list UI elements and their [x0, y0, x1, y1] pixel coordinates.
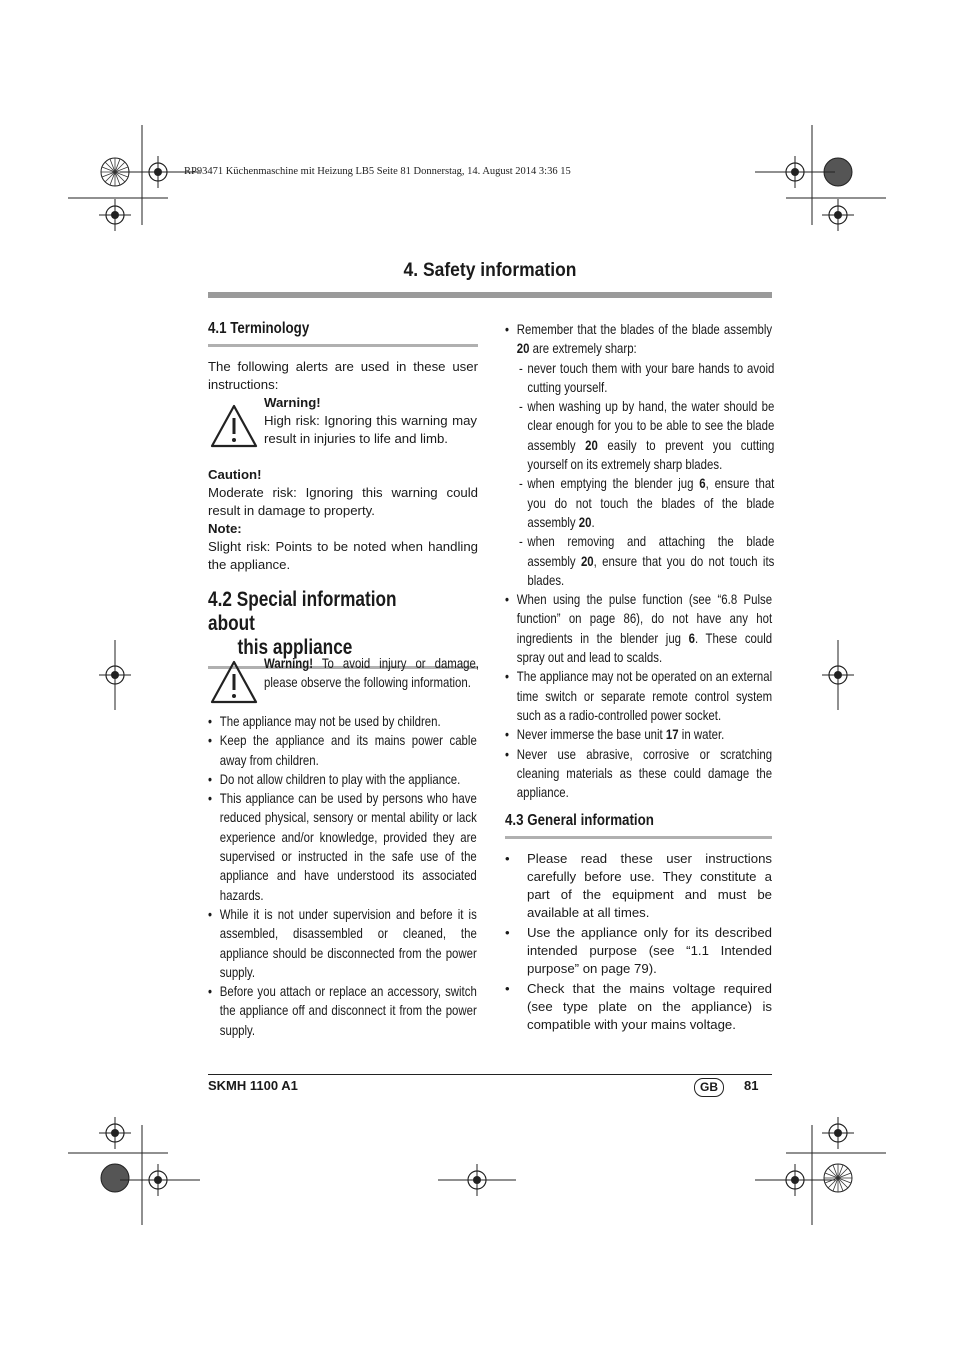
sub-list-item: - when removing and attaching the blade assembly 20, ensure that you do not touch its blades.: [519, 532, 774, 590]
list-item: • Do not allow children to play with the appliance.: [208, 770, 477, 789]
list-item: • Never use abrasive, corrosive or scratching cleaning materials as these could damage the appliance.: [505, 745, 772, 803]
caution-description: Moderate risk: Ignoring this warning could result in damage to property.: [208, 485, 478, 518]
list-item: • Keep the appliance and its mains power cable away from children.: [208, 731, 477, 770]
list-item: • This appliance can be used by persons who have reduced physical, sensory or mental ability or lack experience and/or knowledge, provided they are supervised or instructed in the safe use of the appliance and have understood its associated hazards.: [208, 789, 477, 905]
heading-4-3: 4.3 General information: [505, 812, 654, 829]
warning-triangle-icon: [210, 404, 258, 448]
title-rule: [208, 292, 772, 298]
warning-label: Warning!: [264, 395, 321, 410]
caution-label: Caution!: [208, 467, 262, 482]
list-item: • The appliance may not be operated on an external time switch or separate remote control system such as a radio-controlled power socket.: [505, 667, 772, 725]
list-item: • Before you attach or replace an accessory, switch the appliance off and disconnect it from the power supply.: [208, 982, 477, 1040]
sub-list-item: - when washing up by hand, the water should be clear enough for you to be able to see the blade assembly 20 easily to prevent you cutting yourself on its extremely sharp blades.: [519, 397, 774, 474]
heading-4-3-rule: [505, 836, 772, 839]
heading-4-2-line1: 4.2 Special information about: [208, 588, 397, 635]
list-item: • When using the pulse function (see “6.8 Pulse function” on page 86), do not have any hot ingredients in the blender jug 6. These could spray out and lead to scalds.: [505, 590, 772, 667]
print-slug-line: RP93471 Küchenmaschine mit Heizung LB5 Seite 81 Donnerstag, 14. August 2014 3:36 15: [184, 166, 571, 177]
list-item: • Use the appliance only for its described intended purpose (see “1.1 Intended purpose” on page 79).: [505, 924, 772, 978]
terminology-intro: The following alerts are used in these user instructions:: [208, 359, 478, 392]
special-info-list: [208, 712, 528, 1040]
right-column-list: [505, 320, 823, 802]
list-item: • Check that the mains voltage required (see type plate on the appliance) is compatible with your mains voltage.: [505, 980, 772, 1034]
warning-description: High risk: Ignoring this warning may result in injuries to life and limb.: [264, 413, 477, 446]
note-description: Slight risk: Points to be noted when handling the appliance.: [208, 539, 478, 572]
list-item: • While it is not under supervision and before it is assembled, disassembled or cleaned, the appliance should be disconnected from the power supply.: [208, 905, 477, 982]
special-warning-label: Warning!: [264, 656, 314, 671]
heading-4-1-rule: [208, 344, 478, 347]
warning-block: [208, 394, 478, 466]
heading-4-2-line2: this appliance: [237, 636, 353, 659]
page-title: 4. Safety information: [403, 260, 577, 281]
language-badge: GB: [694, 1078, 724, 1097]
warning-triangle-icon: [210, 660, 258, 704]
page-number: 81: [744, 1078, 759, 1093]
list-item: • Never immerse the base unit 17 in water.: [505, 725, 772, 744]
footer-model: SKMH 1100 A1: [208, 1078, 298, 1093]
special-warning-text: To avoid injury or damage, please observe the following information.: [264, 656, 480, 691]
list-item: • Remember that the blades of the blade assembly 20 are extremely sharp:: [505, 320, 772, 359]
section-4-3: [505, 812, 772, 1034]
section-4-1: [208, 320, 478, 574]
sub-list-item: - when emptying the blender jug 6, ensure that you do not touch the blades of the blade assembly 20.: [519, 474, 774, 532]
special-warning-block: [208, 654, 478, 712]
list-item: • Please read these user instructions carefully before use. They constitute a part of the equipment and must be available at all times.: [505, 850, 772, 922]
heading-4-1: 4.1 Terminology: [208, 320, 310, 337]
list-item: • The appliance may not be used by children.: [208, 712, 477, 731]
note-label: Note:: [208, 521, 242, 536]
sub-list-item: - never touch them with your bare hands to avoid cutting yourself.: [519, 359, 774, 398]
footer-rule: [208, 1074, 772, 1075]
